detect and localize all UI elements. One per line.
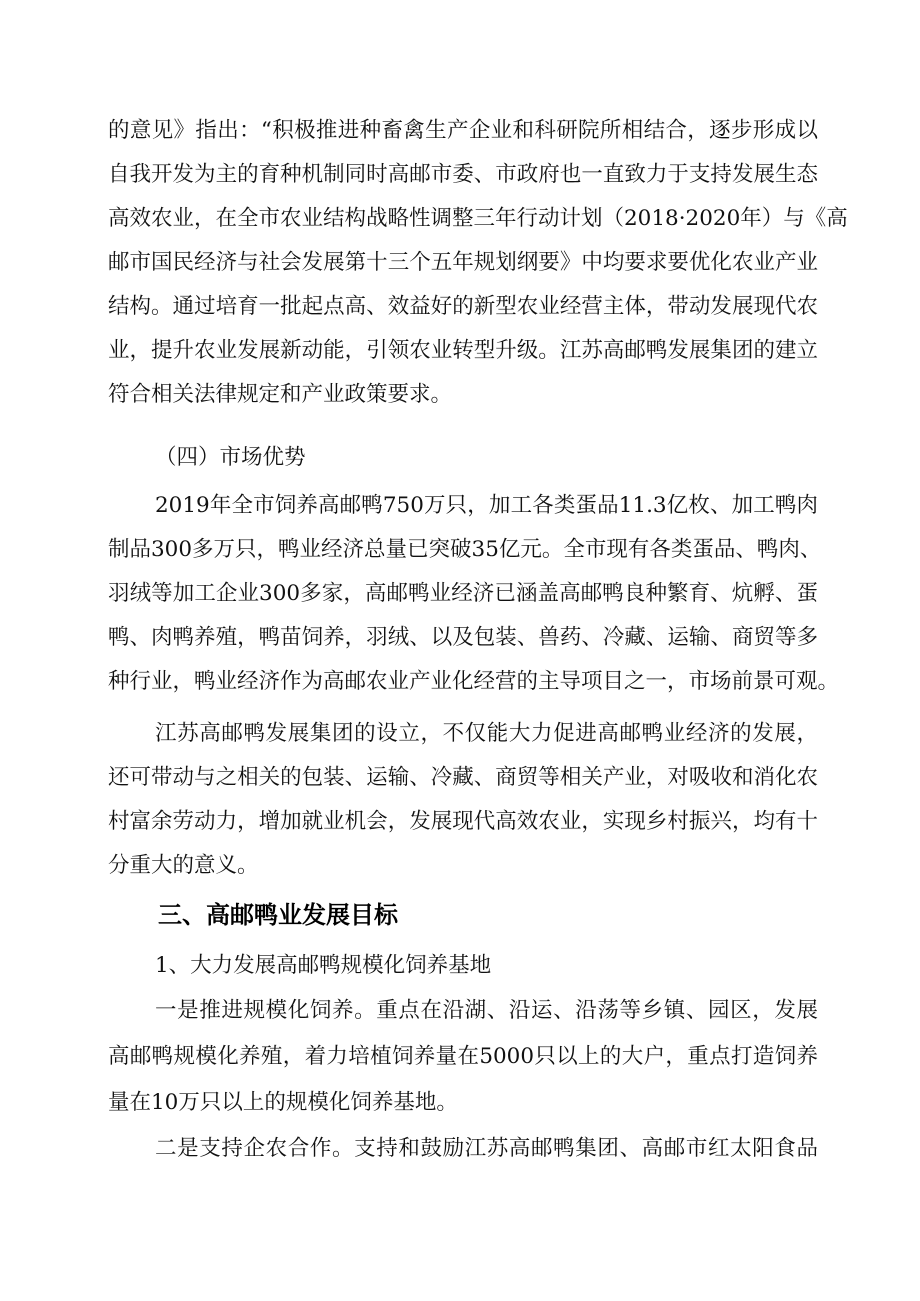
paragraph-line: 自我开发为主的育种机制同时高邮市委、市政府也一直致力于支持发展生态 <box>108 162 818 187</box>
item-title: 1、大力发展高邮鸭规模化饲养基地 <box>155 953 492 978</box>
paragraph-line: 制品300多万只，鸭业经济总量已突破35亿元。全市现有各类蛋品、鸭肉、 <box>108 537 822 562</box>
paragraph-line: 量在10万只以上的规模化饲养基地。 <box>108 1090 458 1115</box>
paragraph-line: 江苏高邮鸭发展集团的设立，不仅能大力促进高邮鸭业经济的发展， <box>155 721 818 746</box>
paragraph-line: 符合相关法律规定和产业政策要求。 <box>108 382 453 407</box>
paragraph-line: 羽绒等加工企业300多家，高邮鸭业经济已涵盖高邮鸭良种繁育、炕孵、蛋 <box>108 581 818 606</box>
paragraph-line: 分重大的意义。 <box>108 853 259 878</box>
paragraph-line: 邮市国民经济与社会发展第十三个五年规划纲要》中均要求要优化农业产业 <box>108 250 818 275</box>
paragraph-line: 高效农业，在全市农业结构战略性调整三年行动计划（2018·2020年）与《高 <box>108 206 848 231</box>
paragraph-line: 业，提升农业发展新动能，引领农业转型升级。江苏高邮鸭发展集团的建立 <box>108 338 818 363</box>
paragraph-line: 二是支持企农合作。支持和鼓励江苏高邮鸭集团、高邮市红太阳食品 <box>155 1136 818 1161</box>
paragraph-line: 种行业，鸭业经济作为高邮农业产业化经营的主导项目之一，市场前景可观。 <box>108 669 840 694</box>
paragraph-line: 村富余劳动力，增加就业机会，发展现代高效农业，实现乡村振兴，均有十 <box>108 809 818 834</box>
paragraph-line: 高邮鸭规模化养殖，着力培植饲养量在5000只以上的大户，重点打造饲养 <box>108 1044 818 1069</box>
paragraph-line: 结构。通过培育一批起点高、效益好的新型农业经营主体，带动发展现代农 <box>108 294 818 319</box>
paragraph-line: 的意见》指出：“积极推进种畜禽生产企业和科研院所相结合，逐步形成以 <box>108 118 818 143</box>
paragraph-line: 还可带动与之相关的包装、运输、冷藏、商贸等相关产业，对吸收和消化农 <box>108 765 818 790</box>
paragraph-line: 2019年全市饲养高邮鸭750万只，加工各类蛋品11.3亿枚、加工鸭肉 <box>155 493 818 518</box>
paragraph-line: 鸭、肉鸭养殖，鸭苗饲养，羽绒、以及包装、兽药、冷藏、运输、商贸等多 <box>108 625 818 650</box>
section-title: （四）市场优势 <box>155 445 306 470</box>
paragraph-line: 一是推进规模化饲养。重点在沿湖、沿运、沿荡等乡镇、园区，发展 <box>155 998 818 1023</box>
chapter-heading: 三、高邮鸭业发展目标 <box>158 901 398 929</box>
